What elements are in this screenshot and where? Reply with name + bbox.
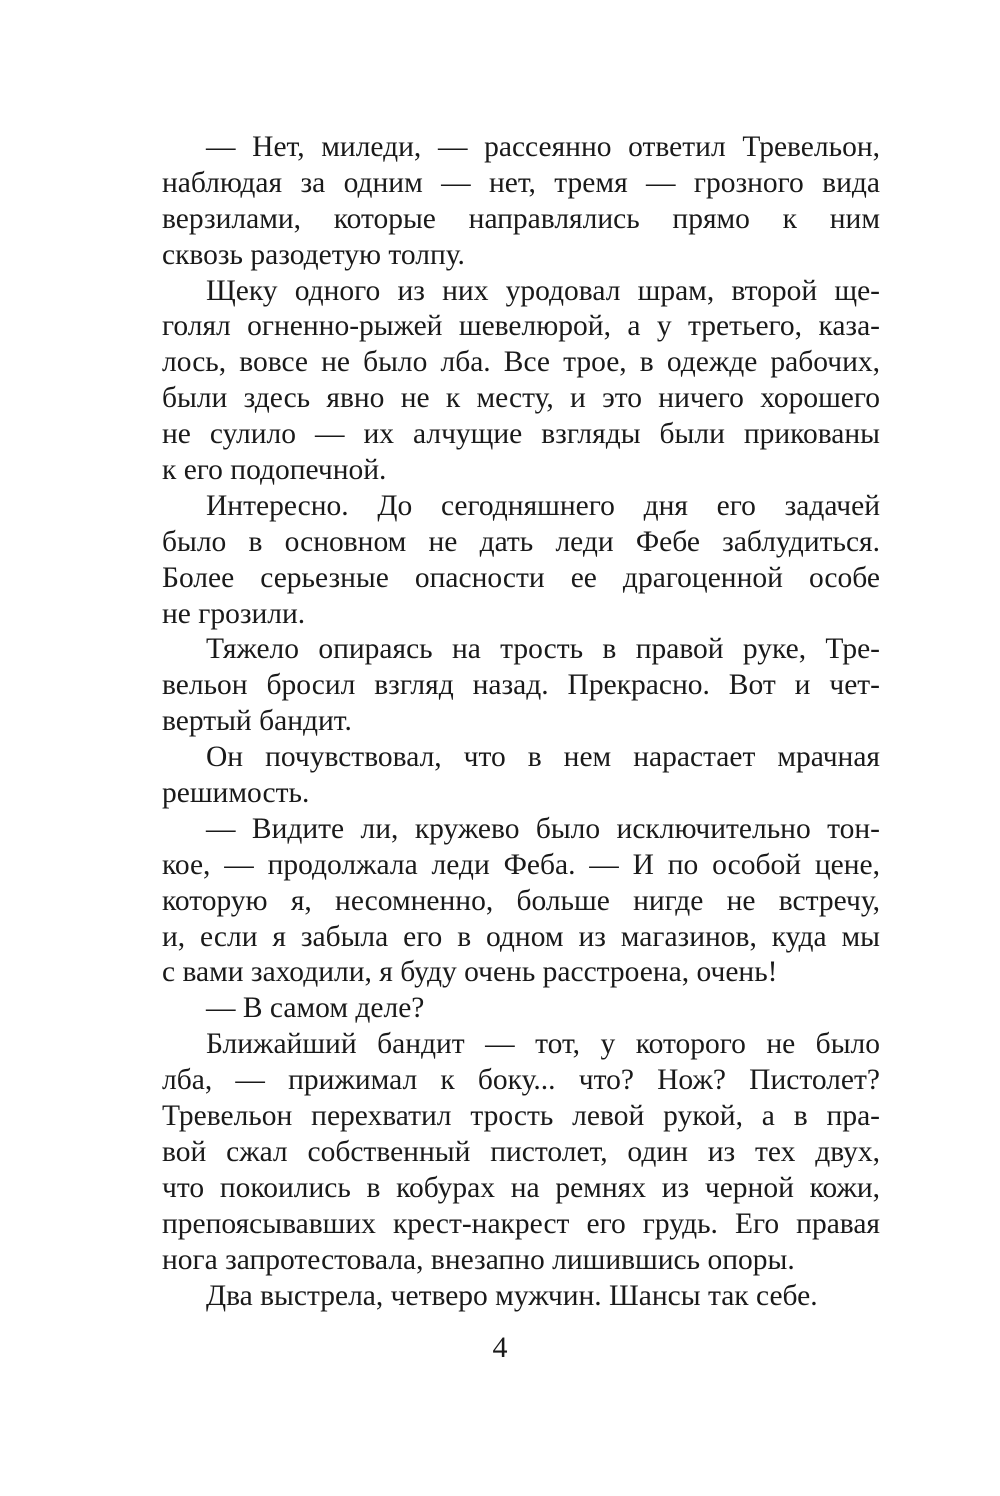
text-line: решимость. [162, 777, 310, 810]
text-line: Он почувствовал, что в нем нарастает мрачная [206, 741, 880, 774]
text-line: — В самом деле? [206, 992, 425, 1025]
paragraph [162, 489, 880, 633]
text-line: не грозили. [162, 597, 306, 630]
page-body [162, 130, 880, 1314]
paragraph [162, 1027, 880, 1278]
text-line: Более серьезные опасности ее драгоценной особе [162, 561, 880, 594]
text-line: лба, — прижимал к боку... что? Нож? Пистолет? [162, 1064, 880, 1097]
text-line: вельон бросил взгляд назад. Прекрасно. Вот и чет- [162, 669, 880, 702]
text-line: Тяжело опираясь на трость в правой руке, Тре- [206, 633, 880, 666]
text-line: Щеку одного из них уродовал шрам, второй ще- [206, 274, 880, 307]
text-line: Тревельон перехватил трость левой рукой, а в пра- [162, 1100, 880, 1133]
text-line: вой сжал собственный пистолет, один из тех двух, [162, 1135, 880, 1168]
text-line: к его подопечной. [162, 454, 387, 487]
text-line: лось, вовсе не было лба. Все трое, в одежде рабочих, [162, 346, 880, 379]
text-line: наблюдая за одним — нет, тремя — грозного вида [162, 166, 880, 199]
text-line: сквозь разодетую толпу. [162, 238, 465, 271]
paragraph [162, 740, 880, 812]
paragraph [162, 1279, 880, 1315]
text-line: Ближайший бандит — тот, у которого не было [206, 1028, 880, 1061]
text-line: Два выстрела, четверо мужчин. Шансы так себе. [206, 1279, 818, 1312]
page-number: 4 [492, 1331, 508, 1364]
text-line: вертый бандит. [162, 705, 352, 738]
text-line: кое, — продолжала леди Феба. — И по особой цене, [162, 848, 880, 881]
text-line: не сулило — их алчущие взгляды были прикованы [162, 418, 880, 451]
text-line: и, если я забыла его в одном из магазинов, куда мы [162, 920, 880, 953]
paragraph [162, 812, 880, 991]
text-line: препоясывавших крест-накрест его грудь. Его правая [162, 1207, 880, 1240]
text-line: были здесь явно не к месту, и это ничего хорошего [162, 382, 880, 415]
text-line: голял огненно-рыжей шевелюрой, а у третьего, каза- [162, 310, 880, 343]
paragraph [162, 632, 880, 740]
paragraph [162, 274, 880, 489]
text-line: Интересно. До сегодняшнего дня его задачей [206, 489, 880, 522]
text-line: верзилами, которые направлялись прямо к ним [162, 202, 880, 235]
text-line: с вами заходили, я буду очень расстроена, очень! [162, 956, 778, 989]
text-line: было в основном не дать леди Фебе заблудиться. [162, 525, 880, 558]
text-line: — Видите ли, кружево было исключительно тон- [206, 812, 880, 845]
text-line: которую я, несомненно, больше нигде не встречу, [162, 884, 880, 917]
text-line: — Нет, миледи, — рассеянно ответил Тревельон, [206, 131, 880, 163]
paragraph [162, 991, 880, 1027]
paragraph [162, 130, 880, 274]
text-line: нога запротестовала, внезапно лишившись опоры. [162, 1243, 795, 1276]
text-line: что покоились в кобурах на ремнях из черной кожи, [162, 1171, 880, 1204]
